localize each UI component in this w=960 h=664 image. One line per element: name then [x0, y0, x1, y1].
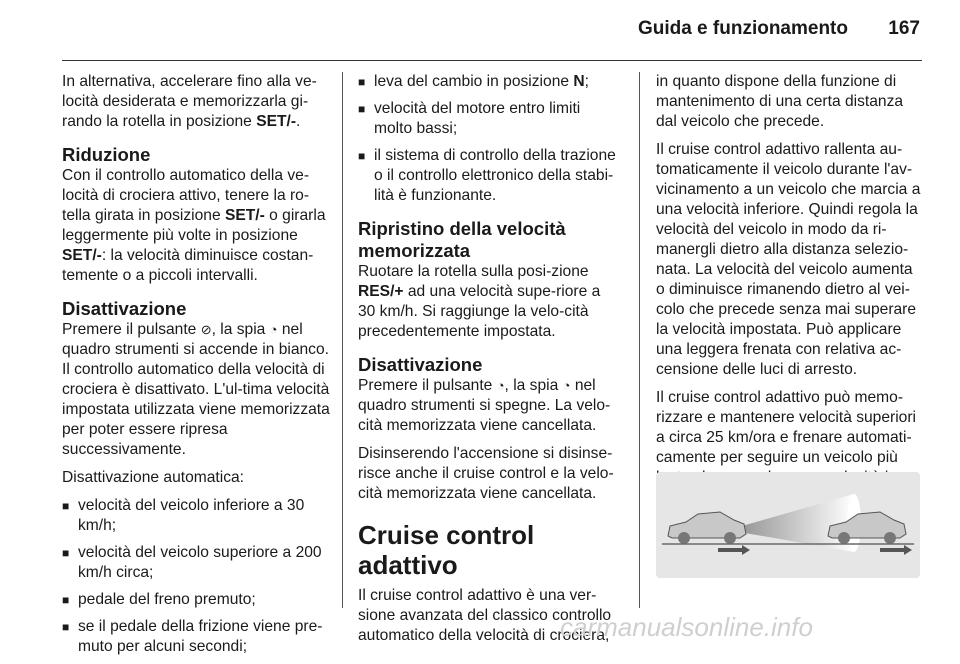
column-2 — [358, 72, 620, 654]
watermark: carmanualsonline.info — [560, 612, 813, 642]
list-item: ■ velocità del veicolo superiore a 200 km/h circa; — [62, 543, 330, 583]
heading-cruise-control-adattivo: Cruise control adattivo — [358, 520, 535, 580]
paragraph: in quanto dispone della funzione di mantenimento di una certa distanza dal veicolo che precede. — [656, 73, 904, 130]
heading-riduzione: Riduzione — [62, 144, 151, 165]
paragraph: Il cruise control adattivo può memo-rizzare e mantenere velocità superiori a circa 25 km/ora e frenare automati-camente per seguire un veicolo più — [656, 389, 917, 466]
bullet-list — [62, 496, 330, 657]
car-radar-diagram — [656, 472, 920, 578]
column-3 — [656, 72, 924, 516]
paragraph: Disattivazione automatica: — [62, 469, 245, 486]
cruise-lamp-icon: ◔ — [496, 378, 505, 393]
list-item: ■ velocità del motore entro limiti molto bassi; — [358, 99, 620, 139]
car-icon — [668, 512, 746, 544]
list-item: ■ se il pedale della frizione viene pre-muto per alcuni secondi; — [62, 617, 330, 657]
paragraph: Il cruise control adattivo rallenta au-tomaticamente il veicolo durante l'av-vicinamento a un veicolo che marcia a una velocità inferiore. Quindi regola la velocità del veicolo in modo da ri-manergli dietro alla distanza selezio-nata. La velocità del veicolo aumenta o diminuisce rimanendo dietro al vei-colo che precede senza mai superare la velocità impostata. Può applicare una leggera frenata con relativa ac-censione delle luci di arresto. — [656, 141, 921, 378]
page-number: 167 — [888, 18, 920, 39]
paragraph: Il cruise control adattivo è una ver-sione avanzata del classico controllo automatico della velocità di crociera, — [358, 587, 612, 644]
paragraph: In alternativa, accelerare fino alla ve-locità desiderata e memorizzarla gi-rando la rotella in posizione SET/-. — [62, 73, 317, 130]
list-item: ■ il sistema di controllo della trazione o il controllo elettronico della stabi-lità è funzionante. — [358, 146, 620, 206]
column-divider — [342, 72, 343, 608]
arrow-right-icon — [718, 545, 750, 555]
list-item: ■ leva del cambio in posizione N; — [358, 72, 620, 92]
cruise-lamp-icon: ◔ — [562, 378, 571, 393]
paragraph: Disinserendo l'accensione si disinse-risce anche il cruise control e la velo-cità memorizzata viene cancellata. — [358, 445, 614, 502]
heading-disattivazione: Disattivazione — [62, 298, 187, 319]
heading-ripristino: Ripristino della velocità memorizzata — [358, 218, 566, 261]
list-item: ■ pedale del freno premuto; — [62, 590, 330, 610]
column-divider — [639, 72, 640, 608]
column-1 — [62, 72, 330, 664]
cruise-off-icon: ⊘ — [200, 322, 212, 337]
paragraph: Premere il pulsante ◔, la spia ◔ nel quadro strumenti si spegne. La velo-cità memorizzata viene cancellata. — [358, 377, 611, 434]
arrow-right-icon — [880, 545, 912, 555]
bullet-list — [358, 72, 620, 206]
section-title: Guida e funzionamento — [637, 18, 848, 39]
adaptive-cruise-illustration — [656, 472, 920, 578]
cruise-lamp-icon: ◔ — [269, 322, 278, 337]
list-item: ■ velocità del veicolo inferiore a 30 km/h; — [62, 496, 330, 536]
page-header — [0, 0, 960, 62]
paragraph: Con il controllo automatico della ve-locità di crociera attivo, tenere la ro-tella girata in posizione SET/- o girarla leggermente più volte in posizione SET/-: la velocità diminuisce costan-temente o a piccoli intervalli. — [62, 167, 326, 284]
header-divider — [62, 60, 922, 61]
paragraph: Premere il pulsante ⊘, la spia ◔ nel quadro strumenti si accende in bianco. Il controllo automatico della velocità di crociera è disattivato. L'ul-tima velocità impostata utilizzata viene memorizzata per poter essere ripresa successivamente. — [62, 321, 330, 458]
heading-disattivazione: Disattivazione — [358, 354, 483, 375]
paragraph: Ruotare la rotella sulla posi-zione RES/+ ad una velocità supe-riore a 30 km/h. Si raggiunge la velo-cità precedentemente impostata. — [358, 263, 601, 340]
